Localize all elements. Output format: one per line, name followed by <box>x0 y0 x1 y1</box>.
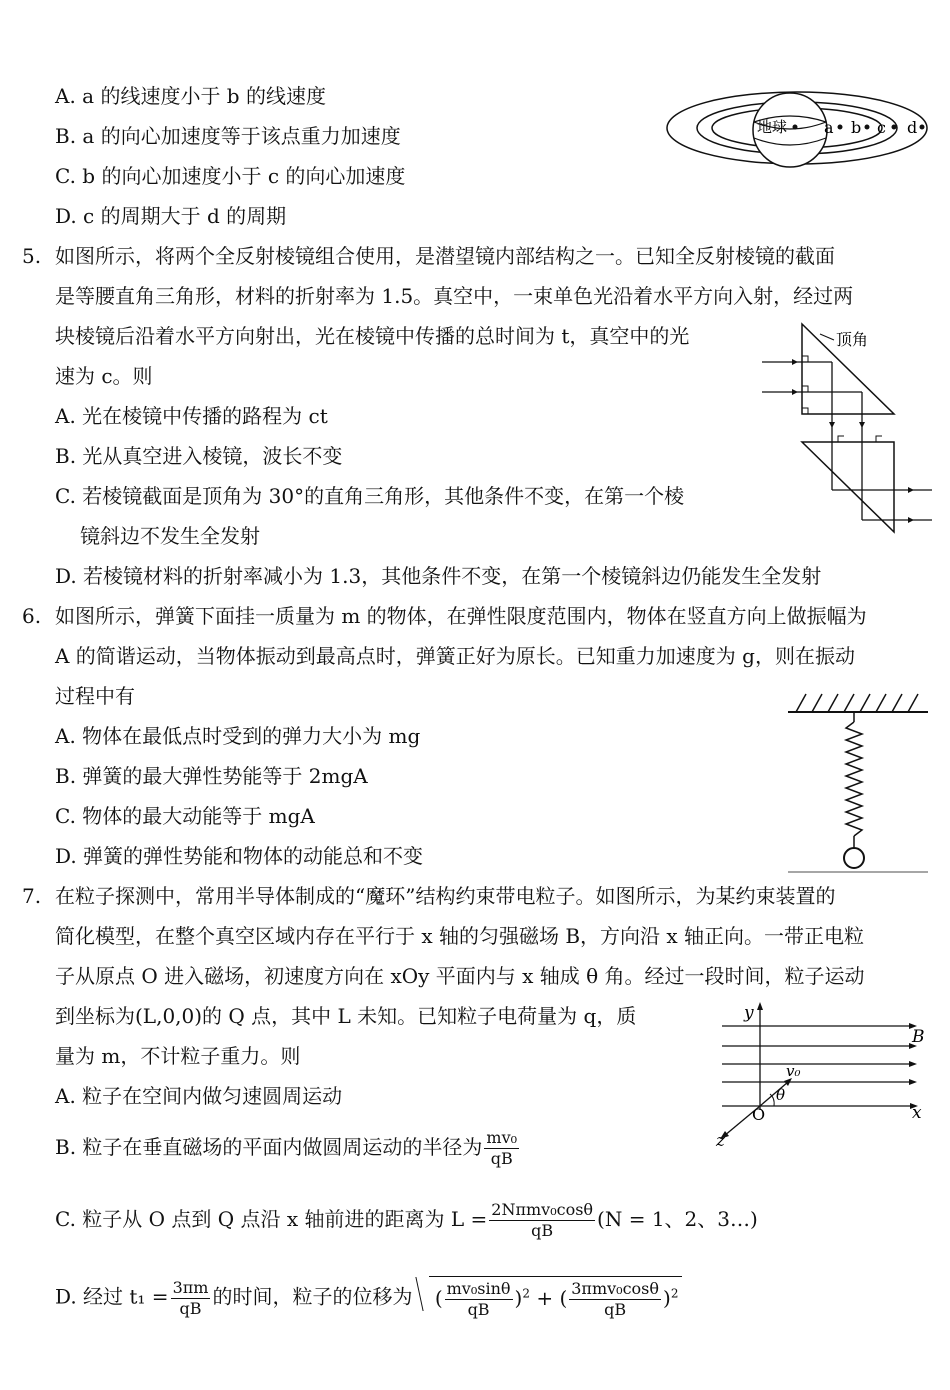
q4-option-b: B. a 的向心加速度等于该点重力加速度 <box>55 124 401 148</box>
q6-option-a: A. 物体在最低点时受到的弹力大小为 mg <box>55 724 421 748</box>
q7-stem-line2: 简化模型，在整个真空区域内存在平行于 x 轴的匀强磁场 B，方向沿 x 轴正向。一带正电粒 <box>55 924 865 948</box>
orbit-label-a: a <box>824 118 834 137</box>
q7-option-c: C. 粒子从 O 点到 Q 点沿 x 轴前进的距离为 L = $\frac{\text{2Nπmv₀cosθ}}{qB}$ (N = 1、2、3…) <box>55 1200 758 1240</box>
q5-option-c-line2: 镜斜边不发生全发射 <box>80 524 260 548</box>
earth-label: 地球 <box>757 118 788 136</box>
orbit-label-b: b <box>851 118 862 137</box>
q5-number: 5. <box>22 244 42 268</box>
q7-stem-line5: 量为 m，不计粒子重力。则 <box>55 1044 301 1068</box>
q7-stem-line4: 到坐标为(L,0,0)的 Q 点，其中 L 未知。已知粒子电荷量为 q，质 <box>55 1004 637 1028</box>
q7-stem-line1: 在粒子探测中，常用半导体制成的“魔环”结构约束带电粒子。如图所示，为某约束装置的 <box>55 884 836 908</box>
q7-number: 7. <box>22 884 42 908</box>
velocity-label: v₀ <box>786 1062 801 1080</box>
q5-option-d: D. 若棱镜材料的折射率减小为 1.3，其他条件不变，在第一个棱镜斜边仍能发生全发射 <box>55 564 822 588</box>
q5-option-b: B. 光从真空进入棱镜，波长不变 <box>55 444 343 468</box>
spring-diagram <box>788 690 928 874</box>
q6-option-c: C. 物体的最大动能等于 mgA <box>55 804 315 828</box>
q6-option-d: D. 弹簧的弹性势能和物体的动能总和不变 <box>55 844 424 868</box>
q5-option-c-line1: C. 若棱镜截面是顶角为 30°的直角三角形，其他条件不变，在第一个棱 <box>55 484 685 508</box>
orbit-label-c: c <box>877 118 886 137</box>
q7-stem-line3: 子从原点 O 进入磁场，初速度方向在 xOy 平面内与 x 轴成 θ 角。经过一段时间，粒子运动 <box>55 964 865 988</box>
apex-label: 顶角 <box>836 330 869 349</box>
q6-option-b: B. 弹簧的最大弹性势能等于 2mgA <box>55 764 368 788</box>
q6-stem-line3: 过程中有 <box>55 684 135 708</box>
q5-stem-line2: 是等腰直角三角形，材料的折射率为 1.5。真空中，一束单色光沿着水平方向入射，经过两 <box>55 284 854 308</box>
orbit-diagram <box>662 84 932 180</box>
angle-label: θ <box>776 1086 786 1104</box>
q6-stem-line2: A 的简谐运动，当物体振动到最高点时，弹簧正好为原长。已知重力加速度为 g，则在振动 <box>55 644 855 668</box>
q5-stem-line1: 如图所示，将两个全反射棱镜组合使用，是潜望镜内部结构之一。已知全反射棱镜的截面 <box>55 244 835 268</box>
q5-option-a: A. 光在棱镜中传播的路程为 ct <box>55 404 328 428</box>
z-axis-label: z <box>716 1131 725 1148</box>
field-label-b: B <box>912 1027 925 1047</box>
x-axis-label: x <box>912 1103 922 1123</box>
q5-stem-line3: 块棱镜后沿着水平方向射出，光在棱镜中传播的总时间为 t，真空中的光 <box>55 324 690 348</box>
q6-stem-line1: 如图所示，弹簧下面挂一质量为 m 的物体，在弹性限度范围内，物体在竖直方向上做振幅为 <box>55 604 867 628</box>
q4-option-c: C. b 的向心加速度小于 c 的向心加速度 <box>55 164 406 188</box>
prism-diagram <box>762 318 932 540</box>
q4-option-a: A. a 的线速度小于 b 的线速度 <box>55 84 326 108</box>
magnetic-field-diagram <box>712 998 934 1148</box>
q6-number: 6. <box>22 604 42 628</box>
q4-option-d: D. c 的周期大于 d 的周期 <box>55 204 287 228</box>
q7-option-a: A. 粒子在空间内做匀速圆周运动 <box>55 1084 343 1108</box>
orbit-label-d: d <box>907 118 918 137</box>
q7-option-b: B. 粒子在垂直磁场的平面内做圆周运动的半径为 $\frac{\text{mv₀}}{qB}$ <box>55 1128 518 1168</box>
q5-stem-line4: 速为 c。则 <box>55 364 153 388</box>
origin-label: O <box>752 1105 766 1124</box>
y-axis-label: y <box>744 1003 754 1023</box>
q7-option-d: D. 经过 t₁ = $\frac{3\pi m}{qB}$ 的时间，粒子的位移为 ( $\frac{\text{mv₀sinθ}}{qB}$ )$^2$ + ( $\frac{\text{3πmv₀cosθ}}{qB}$ )$^2$ <box>55 1276 682 1320</box>
